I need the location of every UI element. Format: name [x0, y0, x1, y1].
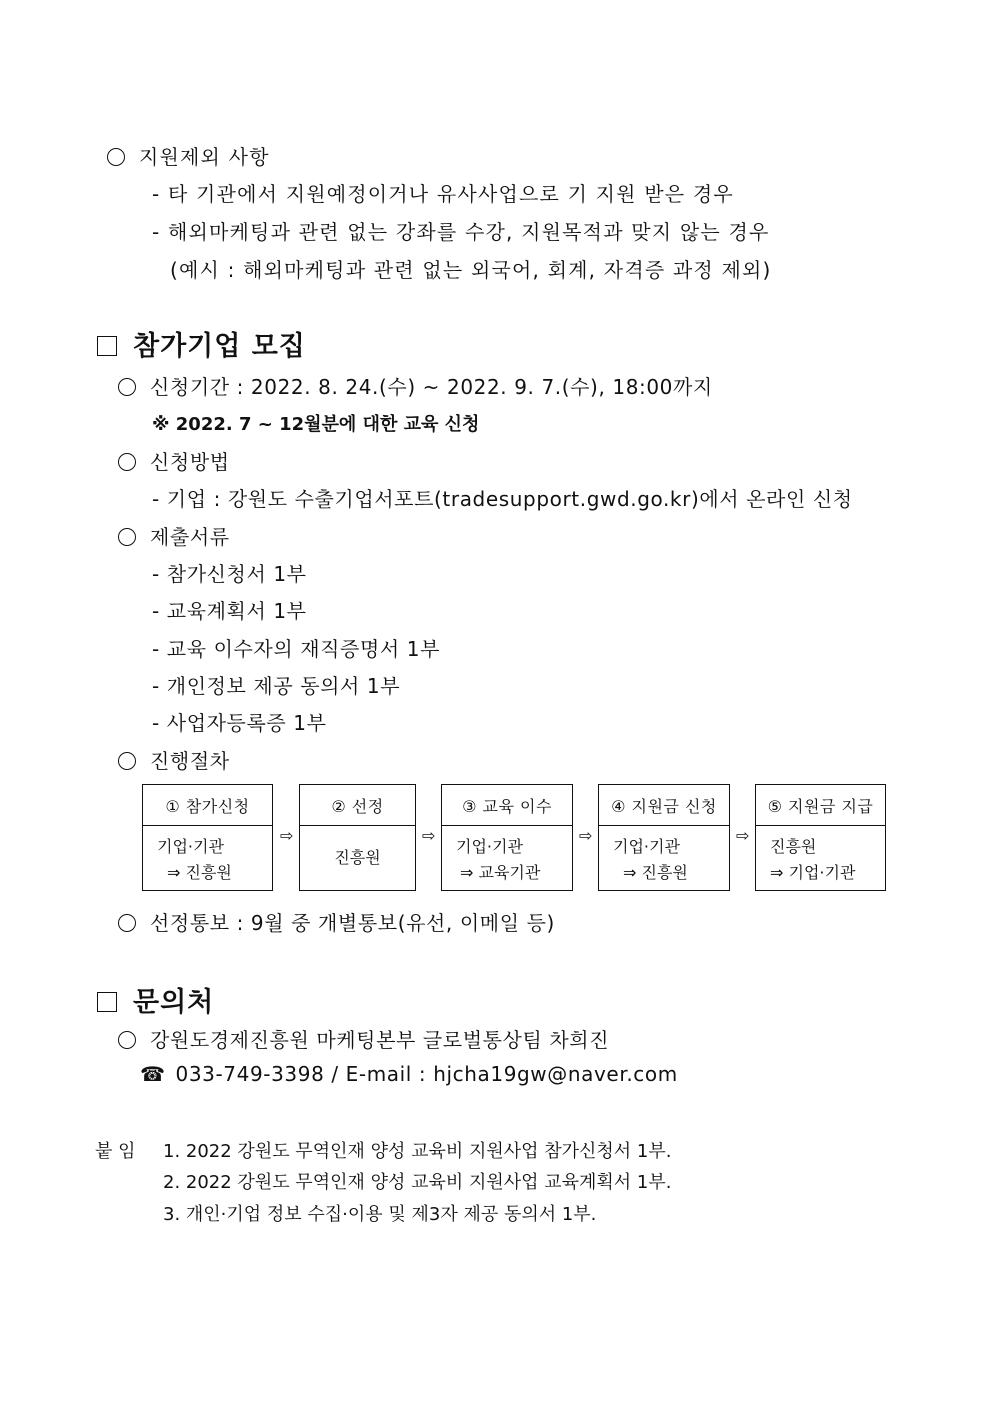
process-step-line: ⇒ 교육기관 — [460, 863, 541, 882]
doc-item: - 참가신청서 1부 — [152, 562, 307, 586]
selection-notice: 선정통보 : 9월 중 개별통보(유선, 이메일 등) — [118, 907, 555, 936]
flow-arrow-icon: ⇨ — [280, 826, 294, 845]
process-title: 진행절차 — [118, 745, 230, 774]
circle-bullet-icon — [118, 528, 136, 546]
square-bullet-icon — [97, 992, 117, 1012]
circle-bullet-icon — [118, 378, 136, 396]
circle-bullet-icon — [107, 148, 125, 166]
doc-item: - 교육 이수자의 재직증명서 1부 — [152, 637, 441, 661]
circle-bullet-icon — [118, 1031, 136, 1049]
flow-arrow-icon: ⇨ — [422, 826, 436, 845]
attachments-label: 붙 임 — [95, 1141, 136, 1162]
process-step-5 — [755, 784, 886, 891]
apply-period-note: ※ 2022. 7 ~ 12월분에 대한 교육 신청 — [152, 414, 480, 435]
flow-arrow-icon: ⇨ — [579, 826, 593, 845]
process-step-line: 진흥원 — [770, 837, 817, 856]
attachment-item: 3. 개인·기업 정보 수집·이용 및 제3자 제공 동의서 1부. — [163, 1204, 597, 1225]
section-heading-recruit: 참가기업 모집 — [97, 324, 306, 363]
process-step-title: ③ 교육 이수 — [442, 785, 572, 826]
process-step-line: ⇒ 진흥원 — [623, 863, 688, 882]
process-step-title: ⑤ 지원금 지급 — [756, 785, 885, 826]
phone-icon: ☎ — [140, 1062, 166, 1086]
doc-item: - 개인정보 제공 동의서 1부 — [152, 674, 401, 698]
doc-item: - 사업자등록증 1부 — [152, 711, 327, 735]
attachment-item: 2. 2022 강원도 무역인재 양성 교육비 지원사업 교육계획서 1부. — [163, 1172, 672, 1193]
section-heading-contact: 문의처 — [97, 980, 214, 1019]
process-step-line: 기업·기관 — [456, 837, 523, 856]
circle-bullet-icon — [118, 914, 136, 932]
exclusion-title: 지원제외 사항 — [107, 141, 270, 170]
doc-item: - 교육계획서 1부 — [152, 599, 307, 623]
flow-arrow-icon: ⇨ — [736, 826, 750, 845]
process-step-line: 진흥원 — [334, 848, 381, 867]
circle-bullet-icon — [118, 752, 136, 770]
process-step-line: ⇒ 기업·기관 — [770, 863, 856, 882]
process-step-3 — [441, 784, 573, 891]
process-step-1 — [142, 784, 273, 891]
apply-method-item: - 기업 : 강원도 수출기업서포트(tradesupport.gwd.go.kr)에서 온라인 신청 — [152, 487, 853, 511]
process-step-2 — [299, 784, 416, 891]
docs-title: 제출서류 — [118, 521, 230, 550]
attachment-item: 1. 2022 강원도 무역인재 양성 교육비 지원사업 참가신청서 1부. — [163, 1141, 672, 1162]
apply-period: 신청기간 : 2022. 8. 24.(수) ~ 2022. 9. 7.(수), 18:00까지 — [118, 371, 713, 400]
exclusion-example: (예시 : 해외마케팅과 관련 없는 외국어, 회계, 자격증 과정 제외) — [170, 258, 772, 282]
process-step-title: ① 참가신청 — [143, 785, 272, 826]
process-step-line: 기업·기관 — [613, 837, 680, 856]
process-step-line: ⇒ 진흥원 — [167, 863, 232, 882]
exclusion-item: - 타 기관에서 지원예정이거나 유사사업으로 기 지원 받은 경우 — [152, 182, 734, 206]
square-bullet-icon — [97, 336, 117, 356]
process-step-title: ④ 지원금 신청 — [599, 785, 729, 826]
exclusion-item: - 해외마케팅과 관련 없는 강좌를 수강, 지원목적과 맞지 않는 경우 — [152, 220, 770, 244]
apply-method-title: 신청방법 — [118, 446, 230, 475]
process-step-4 — [598, 784, 730, 891]
circle-bullet-icon — [118, 453, 136, 471]
contact-org: 강원도경제진흥원 마케팅본부 글로벌통상팀 차희진 — [118, 1024, 609, 1053]
contact-phone: ☎ 033-749-3398 / E-mail : hjcha19gw@naver.com — [140, 1062, 678, 1086]
process-step-line: 기업·기관 — [157, 837, 224, 856]
process-step-title: ② 선정 — [300, 785, 415, 826]
